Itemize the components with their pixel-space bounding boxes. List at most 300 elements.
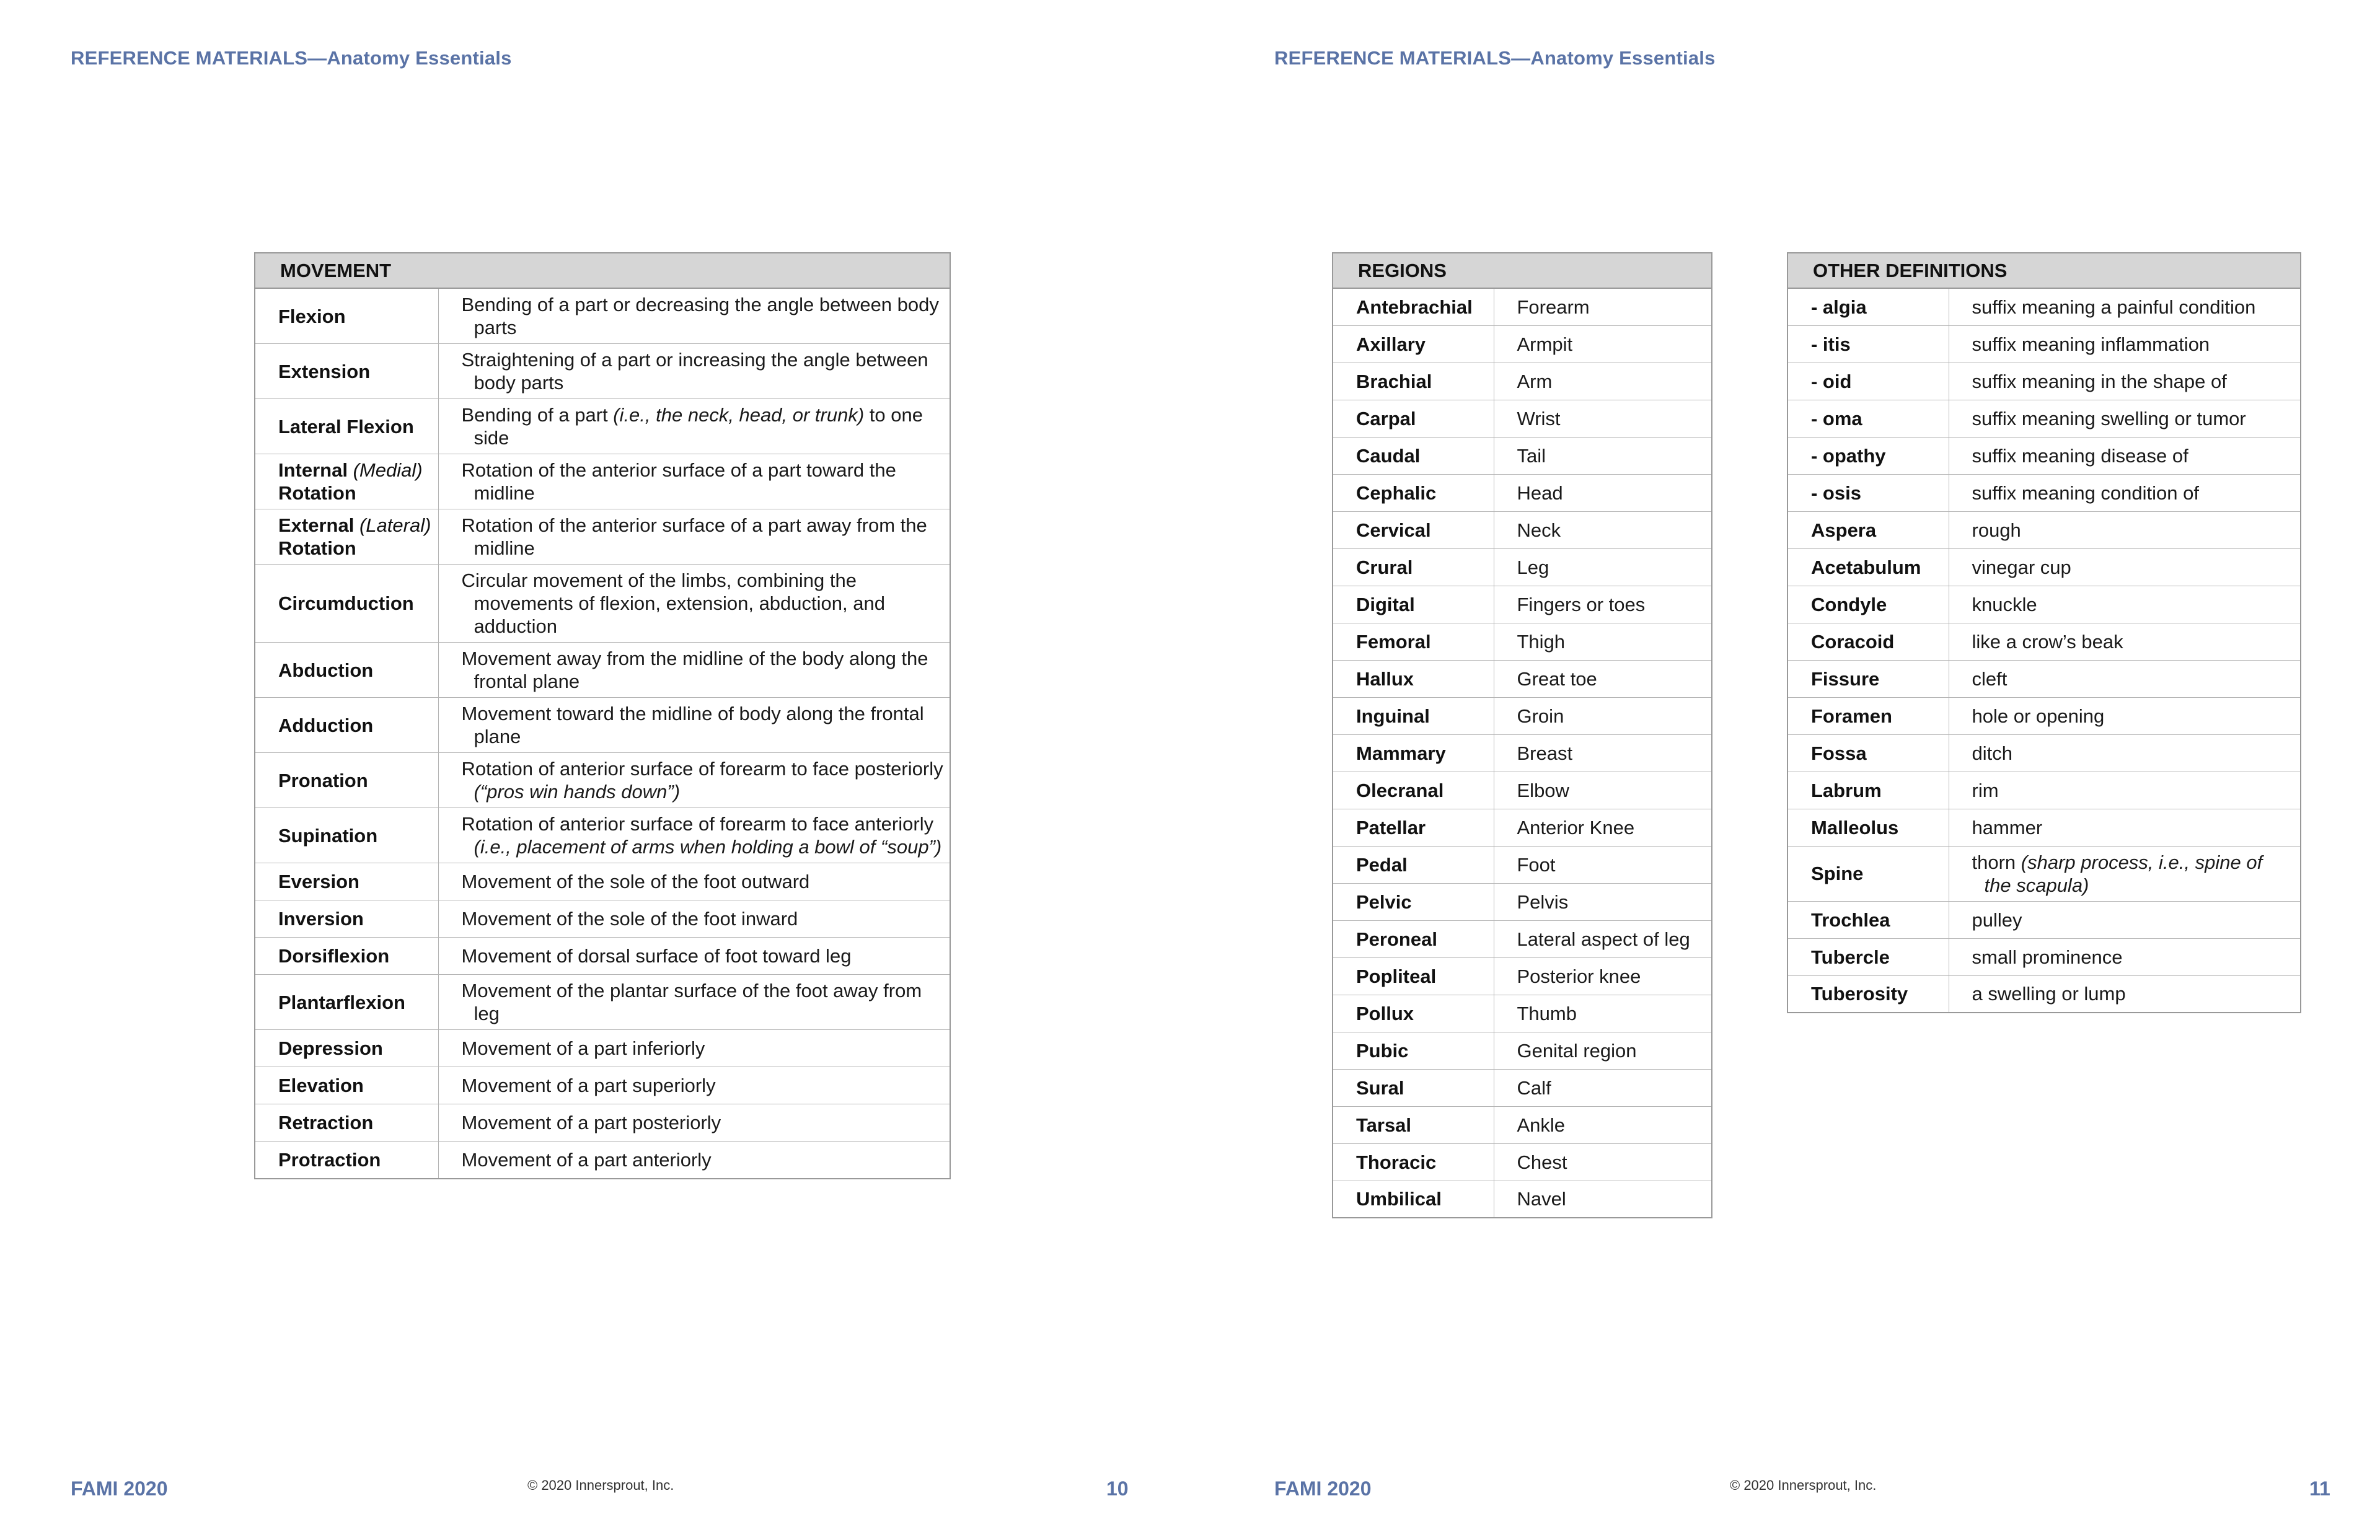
definition-text: knuckle <box>1972 593 2037 615</box>
term-text: Hallux <box>1356 667 1414 690</box>
definition-cell <box>1949 697 2301 734</box>
term-text: Sural <box>1356 1076 1404 1099</box>
table-row <box>1333 883 1712 920</box>
term-text: Patellar <box>1356 816 1426 838</box>
term-text: Femoral <box>1356 630 1431 653</box>
term-text: Eversion <box>278 871 359 892</box>
term-text: Fossa <box>1811 742 1867 764</box>
term-text: Spine <box>1811 863 1864 884</box>
definition-text: ditch <box>1972 742 2012 764</box>
term-cell <box>1333 1032 1494 1069</box>
table-row <box>1333 400 1712 437</box>
term-text: Depression <box>278 1037 383 1059</box>
table-row <box>1333 920 1712 957</box>
definition-cell <box>1494 1032 1712 1069</box>
term-text: Pronation <box>278 769 368 791</box>
definition-cell <box>438 509 950 565</box>
table-row <box>1787 437 2301 474</box>
definition-text: Forearm <box>1517 296 1590 318</box>
term-cell <box>255 344 438 399</box>
definition-text: Movement of the sole of the foot inward <box>461 908 798 930</box>
term-text: Tubercle <box>1811 946 1890 968</box>
term-text: Antebrachial <box>1356 296 1473 318</box>
definition-text: hammer <box>1972 816 2043 838</box>
term-text: Popliteal <box>1356 965 1437 987</box>
term-cell <box>1787 623 1949 660</box>
term-cell <box>255 753 438 808</box>
definition-text: Bending of a part <box>461 404 614 426</box>
page-header: REFERENCE MATERIALS—Anatomy Essentials <box>1274 47 1716 69</box>
definition-text: to one side <box>474 404 923 449</box>
term-cell <box>1787 846 1949 901</box>
definition-text: Circular movement of the limbs, combining the movements of flexion, extension, abduction, and adduction <box>461 570 885 637</box>
definition-cell <box>438 1104 950 1142</box>
definition-text: hole or opening <box>1972 705 2105 727</box>
definition-text: Rotation of the anterior surface of a part toward the midline <box>461 459 896 504</box>
definition-text: suffix meaning condition of <box>1972 482 2199 504</box>
definition-cell <box>1494 437 1712 474</box>
table-row <box>1787 325 2301 363</box>
definition-text: Rotation of anterior surface of forearm to face anteriorly <box>461 813 934 835</box>
definition-cell <box>438 643 950 698</box>
term-text: Fissure <box>1811 667 1880 690</box>
definition-text: Chest <box>1517 1151 1567 1173</box>
definition-cell <box>1949 325 2301 363</box>
table-row <box>255 1142 950 1179</box>
term-cell <box>1787 325 1949 363</box>
term-cell <box>1333 883 1494 920</box>
definition-text: Bending of a part or decreasing the angle between body parts <box>461 294 939 338</box>
definition-cell <box>438 938 950 975</box>
term-text: - oid <box>1811 370 1852 392</box>
table-row <box>1333 1106 1712 1143</box>
term-text: Malleolus <box>1811 816 1899 838</box>
definition-text: Pelvis <box>1517 891 1569 913</box>
term-cell <box>255 565 438 643</box>
definition-cell <box>1949 288 2301 325</box>
table-row <box>1333 697 1712 734</box>
definition-cell <box>438 753 950 808</box>
table-row <box>255 975 950 1030</box>
term-cell <box>1333 1143 1494 1181</box>
table-row <box>1787 363 2301 400</box>
term-cell <box>1333 511 1494 548</box>
table-row <box>255 698 950 753</box>
definition-text: Foot <box>1517 853 1556 876</box>
definition-text: Movement of a part posteriorly <box>461 1112 721 1133</box>
term-cell <box>1787 288 1949 325</box>
table-row <box>255 808 950 863</box>
definition-note: (“pros win hands down”) <box>474 781 681 803</box>
term-cell <box>1787 734 1949 772</box>
term-text: Cervical <box>1356 519 1431 541</box>
definition-text: small prominence <box>1972 946 2123 968</box>
term-qualifier: (Medial) <box>353 459 423 481</box>
table-row <box>1787 623 2301 660</box>
table-row <box>1333 660 1712 697</box>
term-text: Retraction <box>278 1112 374 1133</box>
definition-cell <box>1949 809 2301 846</box>
definition-text: Tail <box>1517 444 1546 467</box>
table-row <box>1333 809 1712 846</box>
definition-cell <box>438 808 950 863</box>
definition-cell <box>1494 809 1712 846</box>
term-cell <box>1787 975 1949 1013</box>
term-text: Coracoid <box>1811 630 1895 653</box>
definition-text: like a crow’s beak <box>1972 630 2123 653</box>
definition-cell <box>1494 586 1712 623</box>
definition-text: suffix meaning disease of <box>1972 444 2188 467</box>
definition-text: Wrist <box>1517 407 1561 429</box>
definition-cell <box>438 565 950 643</box>
term-text: Dorsiflexion <box>278 945 390 967</box>
term-text: Plantarflexion <box>278 991 405 1013</box>
table-row <box>1333 772 1712 809</box>
footer-copyright: © 2020 Innersprout, Inc. <box>1730 1477 1877 1493</box>
term-cell <box>1333 809 1494 846</box>
definition-text: rim <box>1972 779 1999 801</box>
page-number: 10 <box>1106 1477 1129 1500</box>
term-cell <box>1787 772 1949 809</box>
definition-cell <box>1494 363 1712 400</box>
table-row <box>1333 511 1712 548</box>
footer-brand: FAMI 2020 <box>1274 1477 1372 1500</box>
definition-text: Movement of a part anteriorly <box>461 1148 712 1171</box>
term-text: Supination <box>278 824 378 847</box>
table-row <box>1787 975 2301 1013</box>
term-cell <box>1787 511 1949 548</box>
term-text: Tarsal <box>1356 1114 1412 1136</box>
table-row <box>255 399 950 454</box>
term-cell <box>1787 474 1949 511</box>
term-cell <box>1333 474 1494 511</box>
definition-text: Movement of a part inferiorly <box>461 1037 705 1059</box>
footer-copyright: © 2020 Innersprout, Inc. <box>527 1477 674 1493</box>
term-cell <box>1333 623 1494 660</box>
definition-cell <box>1949 511 2301 548</box>
definition-text: Posterior knee <box>1517 965 1641 987</box>
table-row <box>1787 901 2301 938</box>
term-text: Cephalic <box>1356 482 1437 504</box>
definition-text: Movement of a part superiorly <box>461 1075 716 1096</box>
term-cell <box>255 509 438 565</box>
definition-cell <box>1494 660 1712 697</box>
term-text: Carpal <box>1356 407 1416 429</box>
definition-text: Groin <box>1517 705 1564 727</box>
definition-text: suffix meaning in the shape of <box>1972 370 2227 392</box>
term-text: - oma <box>1811 407 1862 429</box>
term-text: Extension <box>278 360 371 382</box>
definition-text: suffix meaning swelling or tumor <box>1972 407 2246 429</box>
definition-cell <box>1949 623 2301 660</box>
term-cell <box>1787 400 1949 437</box>
table-row <box>255 565 950 643</box>
definition-text: Elbow <box>1517 779 1569 801</box>
table-row <box>255 454 950 509</box>
term-text: Inversion <box>278 908 364 930</box>
term-cell <box>1333 772 1494 809</box>
definition-text: suffix meaning a painful condition <box>1972 296 2256 318</box>
definition-cell <box>1949 734 2301 772</box>
term-cell <box>255 1030 438 1067</box>
other-definitions-table <box>1787 252 2301 1013</box>
term-cell <box>1333 995 1494 1032</box>
term-cell <box>255 643 438 698</box>
term-cell <box>1787 363 1949 400</box>
definition-text: Head <box>1517 482 1563 504</box>
term-cell <box>1333 1106 1494 1143</box>
definition-text: cleft <box>1972 667 2008 690</box>
definition-cell <box>1494 697 1712 734</box>
definition-cell <box>1494 1143 1712 1181</box>
term-cell <box>1787 437 1949 474</box>
term-cell <box>1333 437 1494 474</box>
table-row <box>1787 938 2301 975</box>
term-text: Pelvic <box>1356 891 1412 913</box>
definition-cell <box>438 900 950 938</box>
table-row <box>255 1104 950 1142</box>
definition-cell <box>438 698 950 753</box>
definition-text: Movement away from the midline of the body along the frontal plane <box>461 648 928 692</box>
term-text: Condyle <box>1811 593 1887 615</box>
other-definitions-table-title: OTHER DEFINITIONS <box>1787 253 2301 288</box>
definition-text: vinegar cup <box>1972 556 2071 578</box>
term-cell <box>255 454 438 509</box>
table-row <box>1787 474 2301 511</box>
definition-cell <box>1949 846 2301 901</box>
term-text: Lateral Flexion <box>278 415 414 438</box>
definition-cell <box>1494 1069 1712 1106</box>
definition-text: Neck <box>1517 519 1561 541</box>
term-cell <box>1333 920 1494 957</box>
term-cell <box>1333 734 1494 772</box>
term-text: - algia <box>1811 296 1867 318</box>
table-row <box>1333 548 1712 586</box>
table-row <box>1787 809 2301 846</box>
table-row <box>1333 325 1712 363</box>
definition-cell <box>438 1030 950 1067</box>
definition-cell <box>1494 474 1712 511</box>
definition-text: Ankle <box>1517 1114 1566 1136</box>
term-text: Tuberosity <box>1811 983 1908 1005</box>
term-text: Acetabulum <box>1811 556 1921 578</box>
table-row <box>1333 957 1712 995</box>
term-cell <box>1787 586 1949 623</box>
table-row <box>255 1067 950 1104</box>
definition-cell <box>1494 325 1712 363</box>
term-cell <box>1333 957 1494 995</box>
table-row <box>255 288 950 344</box>
table-row <box>1333 363 1712 400</box>
term-text: - opathy <box>1811 444 1886 467</box>
definition-cell <box>1494 288 1712 325</box>
table-row <box>1787 846 2301 901</box>
term-text: Abduction <box>278 659 374 681</box>
definition-text: Armpit <box>1517 333 1573 355</box>
term-text: Circumduction <box>278 592 414 614</box>
term-text: Olecranal <box>1356 779 1444 801</box>
definition-text: Movement of dorsal surface of foot toward leg <box>461 945 852 967</box>
definition-cell <box>1949 548 2301 586</box>
term-text: Crural <box>1356 556 1413 578</box>
definition-cell <box>438 454 950 509</box>
table-row <box>1333 288 1712 325</box>
definition-text: pulley <box>1972 909 2022 931</box>
term-text: Brachial <box>1356 370 1432 392</box>
term-cell <box>1333 1069 1494 1106</box>
table-row <box>255 938 950 975</box>
movement-table-title: MOVEMENT <box>255 253 950 288</box>
table-row <box>1787 697 2301 734</box>
term-cell <box>255 863 438 900</box>
definition-text: Genital region <box>1517 1039 1637 1062</box>
definition-cell <box>438 344 950 399</box>
table-row <box>1333 586 1712 623</box>
table-row <box>1333 734 1712 772</box>
definition-cell <box>1949 772 2301 809</box>
term-cell <box>1787 697 1949 734</box>
term-cell <box>1333 363 1494 400</box>
term-text: Rotation <box>278 482 356 504</box>
term-qualifier: (Lateral) <box>359 514 431 536</box>
term-cell <box>1333 846 1494 883</box>
definition-cell <box>1494 623 1712 660</box>
definition-cell <box>1494 1181 1712 1218</box>
table-row <box>1787 548 2301 586</box>
term-cell <box>1333 548 1494 586</box>
table-row <box>255 509 950 565</box>
term-cell <box>255 1067 438 1104</box>
regions-table-title: REGIONS <box>1333 253 1712 288</box>
term-cell <box>255 900 438 938</box>
term-text: Pubic <box>1356 1039 1409 1062</box>
term-cell <box>255 1104 438 1142</box>
definition-text: Calf <box>1517 1076 1551 1099</box>
term-cell <box>1333 1181 1494 1218</box>
term-text: Adduction <box>278 714 374 736</box>
table-row <box>1333 623 1712 660</box>
table-row <box>255 753 950 808</box>
table-row <box>255 900 950 938</box>
table-row <box>255 344 950 399</box>
term-text: External <box>278 514 355 536</box>
table-row <box>1333 995 1712 1032</box>
table-row <box>1333 474 1712 511</box>
term-cell <box>1333 400 1494 437</box>
table-row <box>1333 1143 1712 1181</box>
term-cell <box>1333 325 1494 363</box>
definition-cell <box>438 399 950 454</box>
term-cell <box>1787 901 1949 938</box>
table-row <box>1787 734 2301 772</box>
definition-text: a swelling or lump <box>1972 983 2126 1005</box>
definition-cell <box>1494 1106 1712 1143</box>
table-row <box>1333 437 1712 474</box>
table-row <box>1333 1032 1712 1069</box>
table-row <box>1333 1181 1712 1218</box>
definition-cell <box>438 975 950 1030</box>
definition-text: Leg <box>1517 556 1549 578</box>
definition-cell <box>1494 511 1712 548</box>
definition-cell <box>1949 975 2301 1013</box>
regions-table <box>1332 252 1712 1218</box>
term-text: Caudal <box>1356 444 1421 467</box>
term-cell <box>255 288 438 344</box>
definition-text: thorn <box>1972 851 2021 873</box>
definition-text: Fingers or toes <box>1517 593 1646 615</box>
term-text: Peroneal <box>1356 928 1437 950</box>
table-row <box>1787 772 2301 809</box>
term-text: Axillary <box>1356 333 1426 355</box>
term-text: Inguinal <box>1356 705 1430 727</box>
term-text: Pollux <box>1356 1002 1414 1024</box>
definition-text: Arm <box>1517 370 1553 392</box>
definition-text: suffix meaning inflammation <box>1972 333 2210 355</box>
definition-cell <box>438 1067 950 1104</box>
term-text: Digital <box>1356 593 1415 615</box>
movement-table <box>254 252 951 1179</box>
definition-cell <box>1949 437 2301 474</box>
term-text: Rotation <box>278 537 356 559</box>
term-text: Elevation <box>278 1075 364 1096</box>
term-cell <box>1333 697 1494 734</box>
definition-cell <box>1494 846 1712 883</box>
term-cell <box>255 698 438 753</box>
definition-cell <box>1494 957 1712 995</box>
term-text: Flexion <box>278 305 346 327</box>
definition-cell <box>1494 400 1712 437</box>
term-cell <box>1333 586 1494 623</box>
table-row <box>255 643 950 698</box>
definition-text: Great toe <box>1517 667 1597 690</box>
term-cell <box>255 399 438 454</box>
term-text: Pedal <box>1356 853 1408 876</box>
footer-brand: FAMI 2020 <box>71 1477 168 1500</box>
definition-cell <box>1494 995 1712 1032</box>
definition-note: (i.e., placement of arms when holding a bowl of “soup”) <box>474 836 942 858</box>
definition-text: Movement of the sole of the foot outward <box>461 871 810 892</box>
table-row <box>1787 586 2301 623</box>
definition-cell <box>1949 586 2301 623</box>
definition-cell <box>1494 883 1712 920</box>
definition-text: Movement of the plantar surface of the foot away from leg <box>461 980 922 1024</box>
definition-cell <box>1949 474 2301 511</box>
term-text: Thoracic <box>1356 1151 1437 1173</box>
definition-cell <box>1494 734 1712 772</box>
definition-cell <box>1494 772 1712 809</box>
definition-note: (i.e., the neck, head, or trunk) <box>613 404 865 426</box>
definition-note: (sharp process, i.e., spine of the scapula) <box>1984 851 2263 896</box>
definition-cell <box>1494 548 1712 586</box>
term-cell <box>1333 288 1494 325</box>
term-text: Protraction <box>278 1148 381 1171</box>
definition-text: Thigh <box>1517 630 1566 653</box>
term-cell <box>255 975 438 1030</box>
definition-text: Navel <box>1517 1188 1566 1210</box>
definition-cell <box>1949 363 2301 400</box>
term-text: Aspera <box>1811 519 1877 541</box>
definition-text: Lateral aspect of leg <box>1517 928 1690 950</box>
table-row <box>1787 660 2301 697</box>
page-number: 11 <box>2309 1477 2330 1500</box>
table-row <box>1333 846 1712 883</box>
term-cell <box>255 938 438 975</box>
term-text: Mammary <box>1356 742 1446 764</box>
definition-text: Anterior Knee <box>1517 816 1635 838</box>
definition-text: Thumb <box>1517 1002 1577 1024</box>
page-right <box>1190 0 2380 1540</box>
table-row <box>1333 1069 1712 1106</box>
